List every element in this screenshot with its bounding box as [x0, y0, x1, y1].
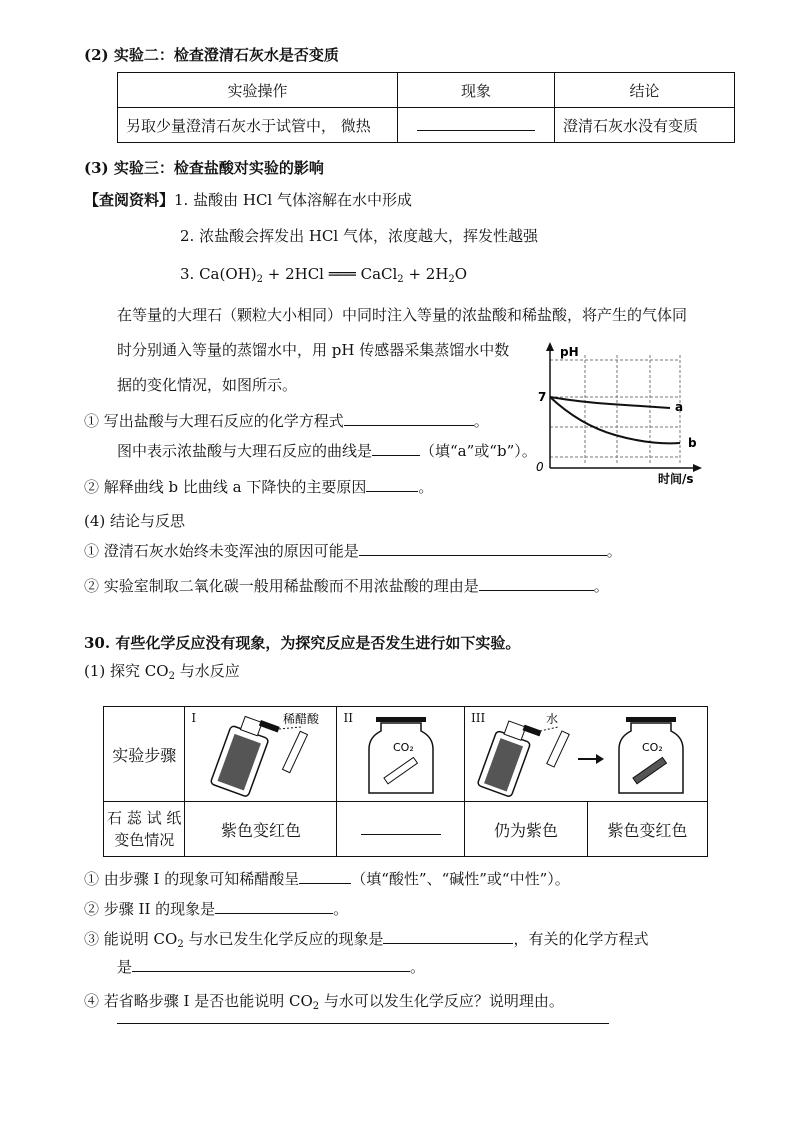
table-header: 结论: [555, 73, 735, 108]
question-30-b: ② 步骤 II 的现象是 。: [84, 900, 349, 918]
q30-heading: 30. 有些化学反应没有现象，为探究反应是否发生进行如下实验。: [84, 634, 521, 652]
x-axis-arrow: [693, 464, 702, 472]
x-axis-label: 时间/s: [658, 472, 694, 485]
co2-label-2: CO₂: [641, 741, 663, 754]
question-3-2: ② 解释曲线 b 比曲线 a 下降快的主要原因 。: [84, 478, 434, 496]
water-label: 水: [545, 712, 558, 726]
answer-blank[interactable]: [359, 541, 607, 556]
q30-table: [103, 706, 708, 857]
series-a-label: a: [675, 400, 684, 414]
info-line-1: 1. 盐酸由 HCl 气体溶解在水中形成: [174, 191, 412, 209]
para-line-3: 据的变化情况，如图所示。: [117, 376, 298, 394]
spray-bottle-illustration: [191, 709, 331, 799]
co2-label: CO₂: [392, 741, 414, 754]
series-b-label: b: [688, 436, 697, 450]
table-header: 实验操作: [118, 73, 398, 108]
exp2-table: [117, 72, 735, 143]
result-cell: 仍为紫色: [464, 802, 587, 857]
series-a-line: [550, 397, 670, 408]
answer-blank[interactable]: [398, 108, 555, 143]
q30-sub1: (1) 探究 $CO_2$ 与水反应: [84, 662, 240, 682]
para-line-1: 在等量的大理石（颗粒大小相同）中同时注入等量的浓盐酸和稀盐酸，将产生的气体同: [117, 306, 688, 324]
step-3-cell: III 水 CO₂: [464, 707, 707, 802]
answer-blank[interactable]: [479, 576, 594, 591]
question-3-1a: ① 写出盐酸与大理石反应的化学方程式 。: [84, 412, 489, 430]
answer-blank[interactable]: [132, 957, 410, 972]
answer-blank[interactable]: [299, 869, 351, 884]
para-line-2: 时分别通入等量的蒸馏水中，用 pH 传感器采集蒸馏水中数: [117, 341, 510, 359]
exp4-heading: (4) 结论与反思: [84, 512, 186, 530]
y-axis-arrow: [546, 342, 554, 351]
origin-label: 0: [536, 460, 544, 474]
question-4-1: ① 澄清石灰水始终未变浑浊的原因可能是 。: [84, 542, 622, 560]
answer-blank[interactable]: [383, 929, 513, 944]
table-header: 现象: [398, 73, 555, 108]
question-3-1b: 图中表示浓盐酸与大理石反应的曲线是 （填“a”或“b”）。: [117, 442, 537, 460]
question-30-a: ① 由步骤 I 的现象可知稀醋酸呈 （填“酸性”、“碱性”或“中性”）。: [84, 870, 570, 888]
info-line-3: 3. $Ca(OH)_2 + 2HCl$ ═══ CaCl$_2$ + $2H_2O$: [180, 265, 468, 285]
table-cell: 另取少量澄清石灰水于试管中， 微热: [118, 108, 398, 143]
result-cell: 紫色变红色: [185, 802, 337, 857]
question-4-2: ② 实验室制取二氧化碳一般用稀盐酸而不用浓盐酸的理由是 。: [84, 577, 609, 595]
row-label: 石 蕊 试 纸 变色情况: [104, 802, 185, 857]
info-label: 【查阅资料】: [84, 191, 175, 209]
row-label: 实验步骤: [104, 707, 185, 802]
question-30-c: ③ 能说明 $CO_2$ 与水已发生化学反应的现象是 ，有关的化学方程式: [84, 930, 649, 950]
info-line-2: 2. 浓盐酸会挥发出 HCl 气体，浓度越大，挥发性越强: [180, 227, 538, 245]
chart-grid: [550, 355, 680, 465]
answer-line[interactable]: [117, 1022, 609, 1024]
result-cell: 紫色变红色: [588, 802, 708, 857]
exp2-heading: (2) 实验二：检查澄清石灰水是否变质: [84, 46, 339, 64]
co2-jar-illustration: [341, 709, 461, 799]
step-2-cell: II CO₂: [337, 707, 465, 802]
info-block: [84, 189, 412, 210]
step-1-cell: I 稀醋酸: [185, 707, 337, 802]
exp3-heading: (3) 实验三：检查盐酸对实验的影响: [84, 159, 324, 177]
acetic-acid-label: 稀醋酸: [282, 712, 319, 726]
ph-chart: [520, 340, 710, 485]
answer-blank[interactable]: [366, 477, 418, 492]
answer-blank[interactable]: [344, 411, 474, 426]
question-30-d: ④ 若省略步骤 I 是否也能说明 $CO_2$ 与水可以发生化学反应？说明理由。: [84, 992, 564, 1012]
table-cell: 澄清石灰水没有变质: [555, 108, 735, 143]
y-tick-7: 7: [538, 390, 547, 404]
answer-blank[interactable]: [372, 441, 420, 456]
y-axis-label: pH: [560, 345, 579, 359]
spray-and-jar-illustration: [466, 709, 706, 799]
answer-blank[interactable]: [337, 802, 465, 857]
question-30-c2: 是 。: [117, 958, 426, 976]
answer-blank[interactable]: [215, 899, 333, 914]
